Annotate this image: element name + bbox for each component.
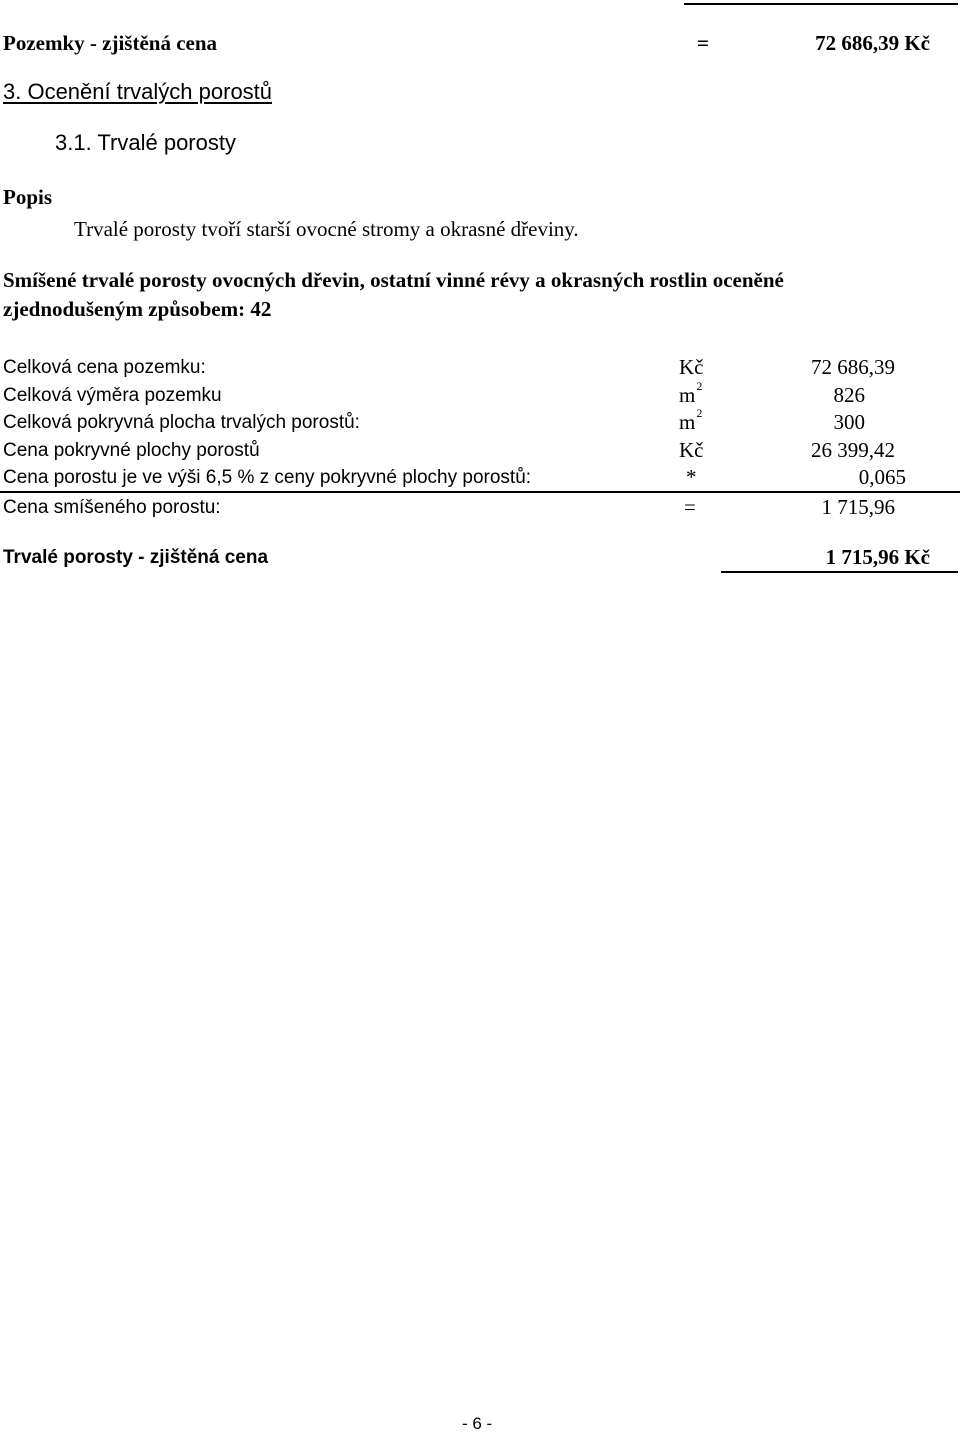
calc-row-unit bbox=[679, 406, 703, 435]
calc-row-unit bbox=[679, 355, 704, 380]
calc-row-label: Celková cena pozemku: bbox=[3, 357, 206, 378]
mixed-heading-line2: zjednodušeným způsobem: 42 bbox=[3, 297, 272, 321]
calc-row-value: 72 686,39 bbox=[811, 355, 895, 379]
calc-row-unit bbox=[684, 495, 696, 520]
description-heading: Popis bbox=[3, 185, 53, 209]
calc-row-value: 26 399,42 bbox=[811, 438, 895, 462]
subsection-title: 3.1. Trvalé porosty bbox=[55, 130, 236, 155]
unit-superscript: 2 bbox=[696, 406, 703, 420]
unit-text: = bbox=[684, 495, 696, 519]
top-rule bbox=[684, 3, 958, 5]
calc-row-value: 1 715,96 bbox=[821, 495, 895, 519]
unit-text: Kč bbox=[679, 438, 704, 462]
unit-text: m bbox=[679, 410, 696, 434]
description-text: Trvalé porosty tvoří starší ovocné stromy a okrasné dřeviny. bbox=[74, 217, 579, 241]
calc-row-label: Cena porostu je ve výši 6,5 % z ceny pokryvné plochy porostů: bbox=[3, 467, 532, 488]
calc-row-unit bbox=[686, 465, 697, 490]
calc-row-unit bbox=[679, 438, 704, 463]
perennials-summary-value: 1 715,96 Kč bbox=[825, 545, 930, 569]
unit-text: m bbox=[679, 383, 696, 407]
section-title: 3. Ocenění trvalých porostů bbox=[3, 79, 273, 104]
land-summary-label: Pozemky - zjištěná cena bbox=[3, 31, 218, 55]
calc-row-label: Cena smíšeného porostu: bbox=[3, 497, 221, 518]
calc-row-label: Cena pokryvné plochy porostů bbox=[3, 440, 260, 461]
calc-row-value: 0,065 bbox=[858, 465, 906, 489]
unit-superscript: 2 bbox=[696, 379, 703, 393]
mixed-heading-line1: Smíšené trvalé porosty ovocných dřevin, ostatní vinné révy a okrasných rostlin oceněné bbox=[3, 268, 784, 292]
unit-text: * bbox=[686, 465, 697, 489]
perennials-summary-rule bbox=[721, 571, 958, 573]
land-summary-value: 72 686,39 Kč bbox=[815, 31, 930, 55]
calc-separator-rule bbox=[0, 491, 960, 493]
calc-row-label: Celková výměra pozemku bbox=[3, 385, 222, 406]
page-number: - 6 - bbox=[462, 1414, 493, 1433]
calc-row-value: 300 bbox=[833, 410, 865, 434]
calc-row-label: Celková pokryvná plocha trvalých porostů: bbox=[3, 412, 360, 433]
land-summary-equals: = bbox=[697, 31, 709, 55]
calc-row-unit bbox=[679, 379, 703, 408]
perennials-summary-label: Trvalé porosty - zjištěná cena bbox=[3, 547, 269, 568]
unit-text: Kč bbox=[679, 355, 704, 379]
calc-row-value: 826 bbox=[833, 383, 865, 407]
